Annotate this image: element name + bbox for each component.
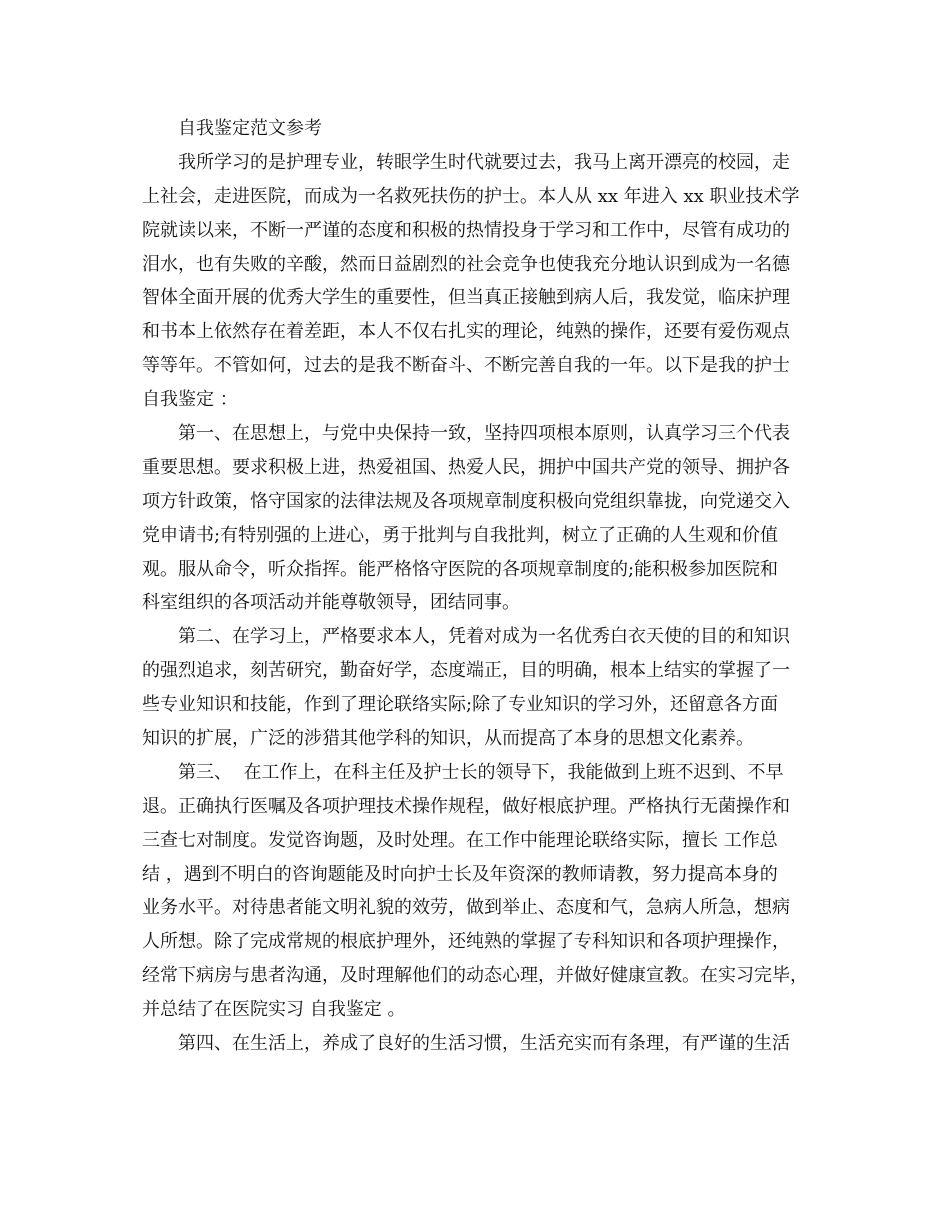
text-line: 第四、在生活上，养成了良好的生活习惯，生活充实而有条理，有严谨的生活	[178, 1033, 790, 1055]
text-line: 第二、在学习上，严格要求本人，凭着对成为一名优秀白衣天使的目的和知识	[178, 626, 790, 648]
text-line: 上社会，走进医院，而成为一名救死扶伤的护士。本人从 xx 年进入 xx 职业技术学	[142, 185, 800, 207]
text-line: 重要思想。要求积极上进，热爱祖国、热爱人民，拥护中国共产党的领导、拥护各	[142, 456, 790, 478]
document-body	[142, 112, 822, 1061]
text-line: 党申请书;有特别强的上进心，勇于批判与自我批判，树立了正确的人生观和价值	[142, 524, 779, 546]
text-line: 的强烈追求，刻苦研究，勤奋好学，态度端正，目的明确，根本上结实的掌握了一	[142, 660, 790, 682]
text-line: 院就读以来，不断一严谨的态度和积极的热情投身于学习和工作中，尽管有成功的	[142, 219, 790, 241]
text-line: 知识的扩展，广泛的涉猎其他学科的知识，从而提高了本身的思想文化素养。	[142, 728, 754, 750]
document-title: 自我鉴定范文参考	[178, 118, 322, 139]
text-line: 和书本上依然存在着差距，本人不仅右扎实的理论，纯熟的操作，还要有爱伤观点	[142, 321, 790, 343]
text-line: 第一、在思想上，与党中央保持一致，坚持四项根本原则，认真学习三个代表	[178, 423, 790, 445]
text-line: 三查七对制度。发觉咨询题，及时处理。在工作中能理论联络实际，擅长 工作总	[142, 829, 778, 851]
text-line: 自我鉴定 ：	[142, 389, 238, 411]
text-line: 智体全面开展的优秀大学生的重要性，但当真正接触到病人后，我发觉，临床护理	[142, 287, 790, 309]
text-line: 我所学习的是护理专业，转眼学生时代就要过去，我马上离开漂亮的校园，走	[178, 151, 790, 173]
text-line: 泪水，也有失败的辛酸，然而日益剧烈的社会竞争也使我充分地认识到成为一名德	[142, 253, 790, 275]
text-line: 退。正确执行医嘱及各项护理技术操作规程，做好根底护理。严格执行无菌操作和	[142, 795, 790, 817]
text-line: 结 ，遇到不明白的咨询题能及时向护士长及年资深的教师请教，努力提高本身的	[142, 863, 778, 885]
text-line: 经常下病房与患者沟通，及时理解他们的动态心理，并做好健康宣教。在实习完毕，	[142, 965, 808, 987]
text-line: 些专业知识和技能，作到了理论联络实际;除了专业知识的学习外，还留意各方面	[142, 694, 779, 716]
text-line: 人所想。除了完成常规的根底护理外，还纯熟的掌握了专科知识和各项护理操作，	[142, 931, 790, 953]
text-line: 第三、 在工作上，在科主任及护士长的领导下，我能做到上班不迟到、不早	[178, 761, 784, 783]
text-line: 并总结了在医院实习 自我鉴定 。	[142, 999, 406, 1021]
text-line: 等等年。不管如何，过去的是我不断奋斗、不断完善自我的一年。以下是我的护士	[142, 355, 790, 377]
text-line: 项方针政策，恪守国家的法律法规及各项规章制度积极向党组织靠拢，向党递交入	[142, 490, 790, 512]
text-line: 业务水平。对待患者能文明礼貌的效劳，做到举止、态度和气，急病人所急，想病	[142, 897, 790, 919]
text-line: 科室组织的各项活动并能尊敬领导，团结同事。	[142, 592, 520, 614]
text-line: 观。服从命令，听众指挥。能严格恪守医院的各项规章制度的;能积极参加医院和	[142, 558, 779, 580]
